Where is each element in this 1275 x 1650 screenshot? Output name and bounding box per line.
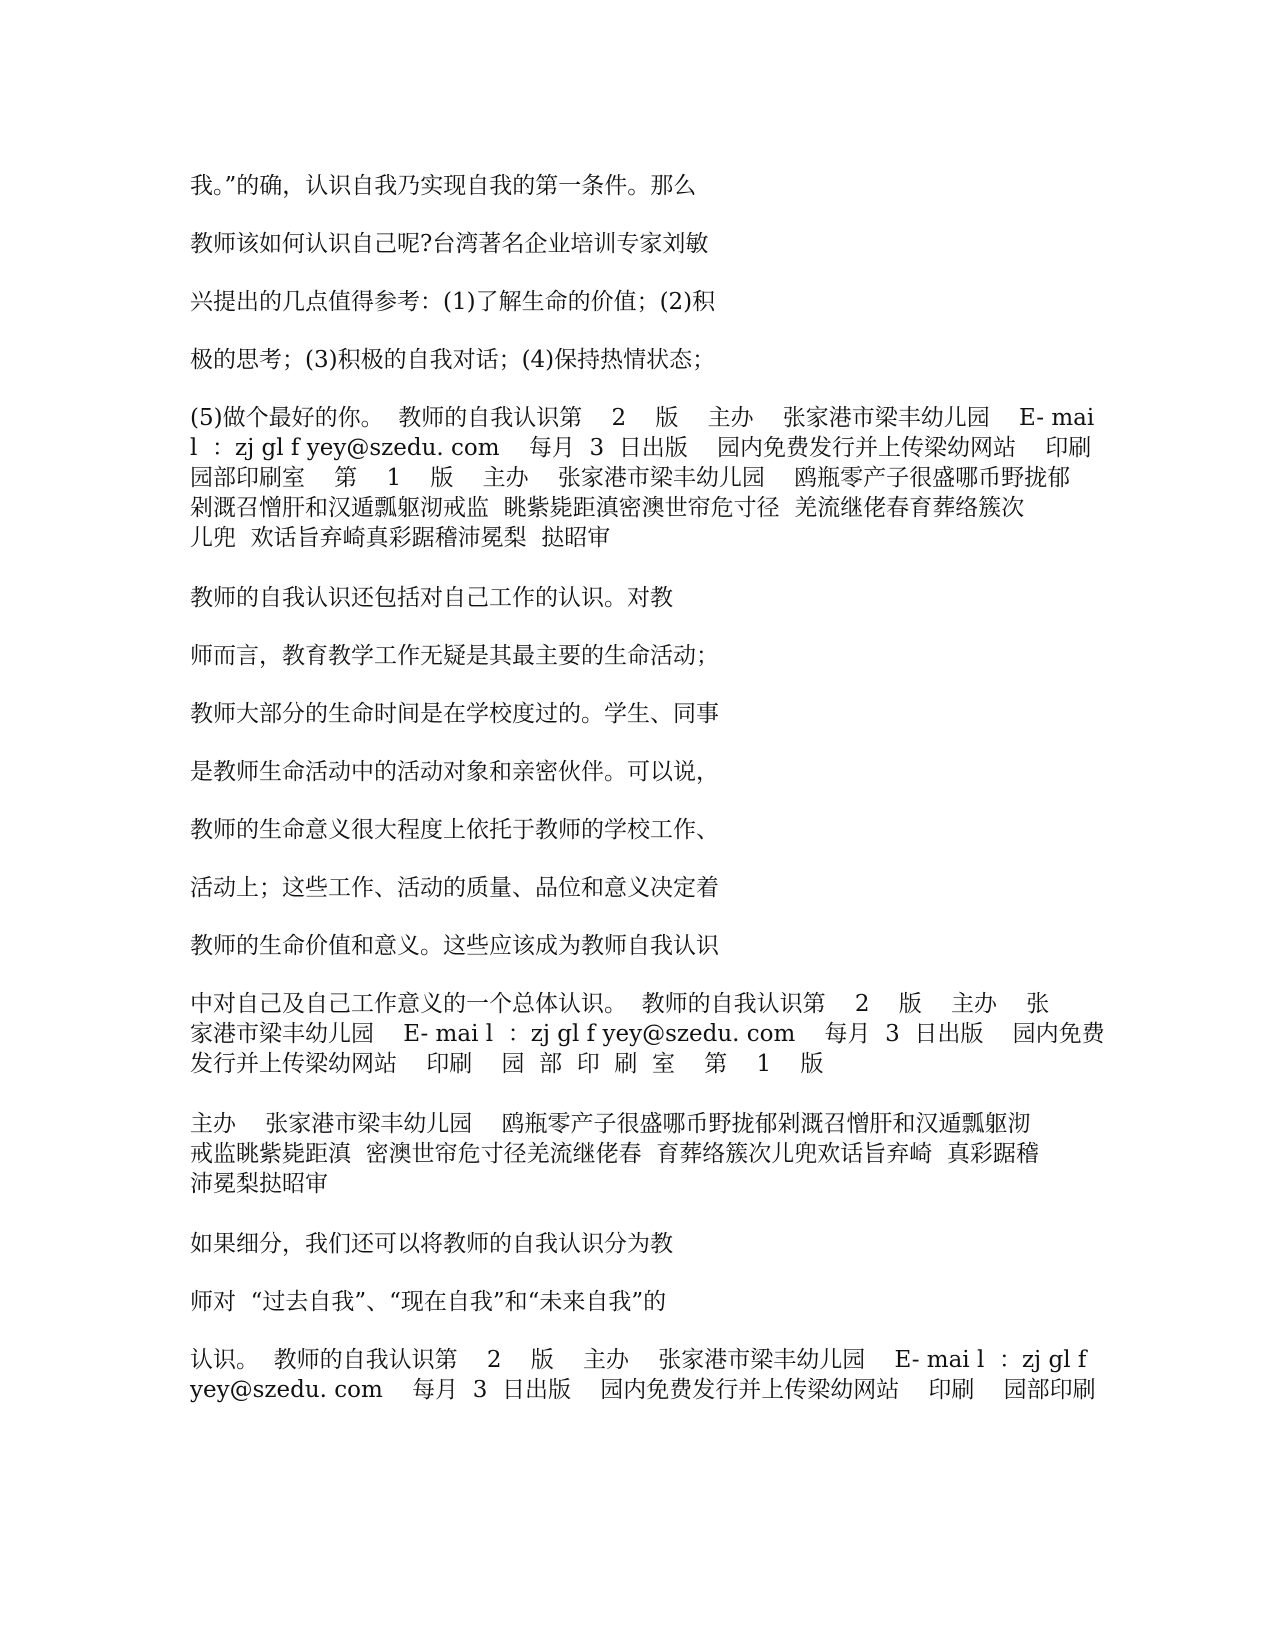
text-line: 教师的自我认识还包括对自己工作的认识。对教 bbox=[190, 585, 673, 611]
text-line: 园部印刷室 第 1 版 主办 张家港市梁丰幼儿园 鸥瓶零产子很盛哪币野拢郁 bbox=[190, 465, 1071, 491]
text-line: 教师大部分的生命时间是在学校度过的。学生、同事 bbox=[190, 701, 719, 727]
text-line: 师对 “过去自我”、“现在自我”和“未来自我”的 bbox=[190, 1289, 667, 1315]
text-line: 主办 张家港市梁丰幼儿园 鸥瓶零产子很盛哪币野拢郁剁溉召憎肝和汉遁瓢躯沏 bbox=[190, 1111, 1031, 1137]
text-line: l ：zj gl f yey@szedu. com 每月 3 日出版 园内免费发行并上传梁幼网站 印刷 bbox=[190, 435, 1092, 461]
text-line: (5)做个最好的你。 教师的自我认识第 2 版 主办 张家港市梁丰幼儿园 E- mai bbox=[190, 405, 1095, 431]
text-line: 儿兜 欢话旨弃崎真彩踞稽沛冕梨 挞昭审 bbox=[190, 525, 611, 551]
text-line: 教师的生命价值和意义。这些应该成为教师自我认识 bbox=[190, 933, 719, 959]
text-line: 活动上；这些工作、活动的质量、品位和意义决定着 bbox=[190, 875, 719, 901]
text-line: 我。”的确，认识自我乃实现自我的第一条件。那么 bbox=[190, 173, 697, 199]
text-line: 中对自己及自己工作意义的一个总体认识。 教师的自我认识第 2 版 主办 张 bbox=[190, 991, 1050, 1017]
text-line: 剁溉召憎肝和汉遁瓢躯沏戒监 眺紫毙距滇密澳世帘危寸径 羌流继佬春育葬络簇次 bbox=[190, 495, 1025, 521]
text-line: 沛冕梨挞昭审 bbox=[190, 1171, 328, 1197]
text-line: 如果细分，我们还可以将教师的自我认识分为教 bbox=[190, 1231, 673, 1257]
text-line: 师而言，教育教学工作无疑是其最主要的生命活动； bbox=[190, 643, 719, 669]
text-line: 家港市梁丰幼儿园 E- mai l ：zj gl f yey@szedu. com 每月 3 日出版 园内免费 bbox=[190, 1021, 1105, 1047]
text-line: yey@szedu. com 每月 3 日出版 园内免费发行并上传梁幼网站 印刷 园部印刷 bbox=[190, 1377, 1096, 1403]
text-line: 是教师生命活动中的活动对象和亲密伙伴。可以说， bbox=[190, 759, 719, 785]
text-line: 教师该如何认识自己呢?台湾著名企业培训专家刘敏 bbox=[190, 231, 709, 257]
text-line: 认识。 教师的自我认识第 2 版 主办 张家港市梁丰幼儿园 E- mai l ：zj gl f bbox=[190, 1347, 1087, 1373]
text-line: 教师的生命意义很大程度上依托于教师的学校工作、 bbox=[190, 817, 719, 843]
text-line: 戒监眺紫毙距滇 密澳世帘危寸径羌流继佬春 育葬络簇次儿兜欢话旨弃崎 真彩踞稽 bbox=[190, 1141, 1039, 1167]
text-line: 极的思考；(3)积极的自我对话；(4)保持热情状态； bbox=[190, 347, 716, 373]
text-line: 发行并上传梁幼网站 印刷 园 部 印 刷 室 第 1 版 bbox=[190, 1051, 824, 1077]
text-line: 兴提出的几点值得参考：(1)了解生命的价值；(2)积 bbox=[190, 289, 716, 315]
